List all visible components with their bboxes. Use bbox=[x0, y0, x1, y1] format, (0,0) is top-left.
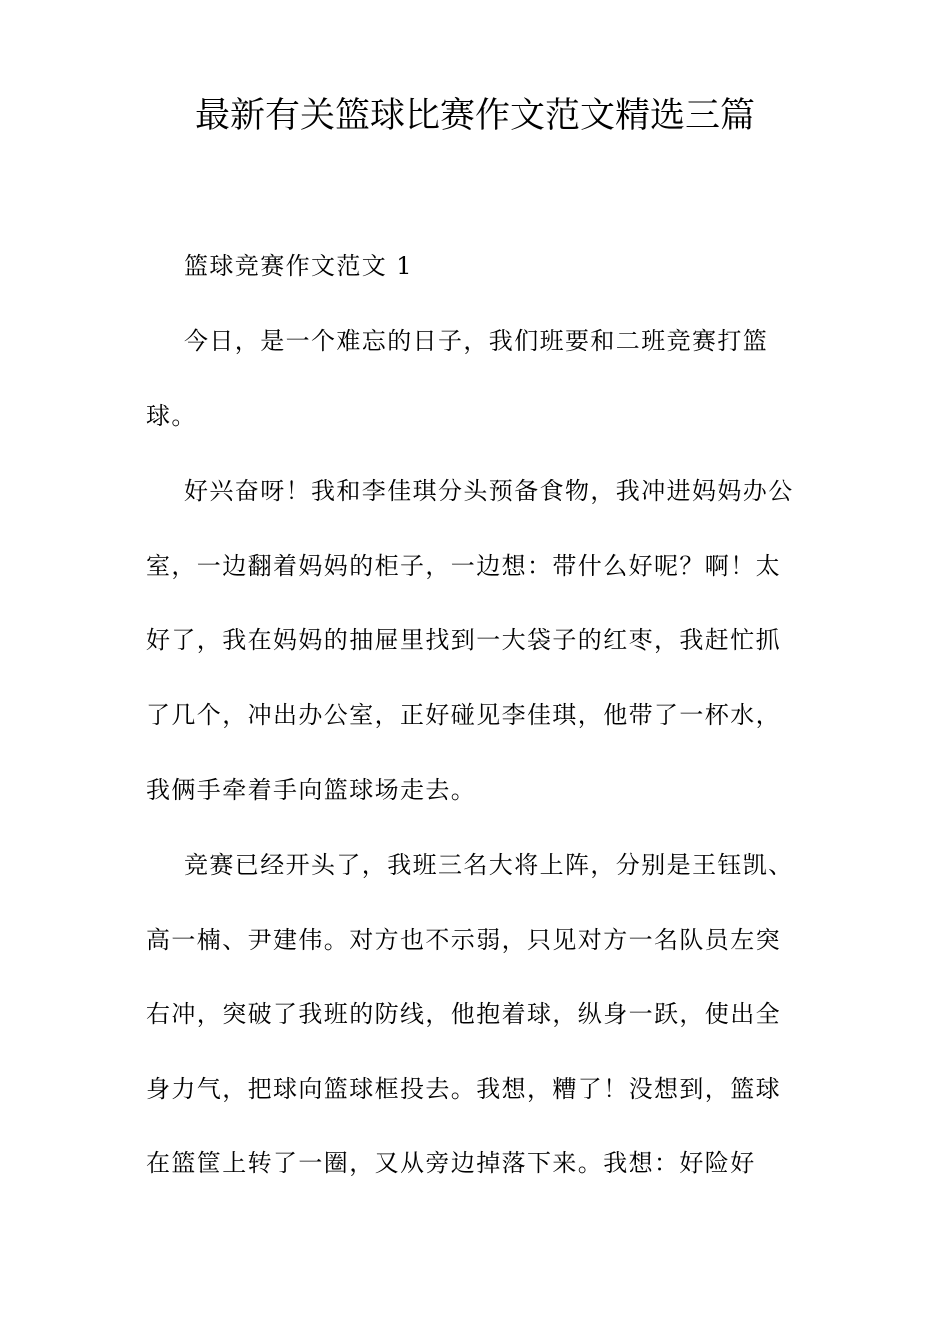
paragraph-line: 身力气，把球向篮球框投去。我想，糟了！没想到，篮球 bbox=[146, 1075, 781, 1103]
paragraph-line: 好兴奋呀！我和李佳琪分头预备食物，我冲进妈妈办公 bbox=[184, 477, 794, 505]
paragraph-line: 室，一边翻着妈妈的柜子，一边想：带什么好呢？啊！太 bbox=[146, 552, 781, 580]
paragraph-line: 我俩手牵着手向篮球场走去。 bbox=[146, 776, 477, 804]
paragraph-line: 高一楠、尹建伟。对方也不示弱，只见对方一名队员左突 bbox=[146, 926, 781, 954]
paragraph-line: 今日，是一个难忘的日子，我们班要和二班竞赛打篮 bbox=[184, 327, 769, 355]
paragraph-line: 了几个，冲出办公室，正好碰见李佳琪，他带了一杯水， bbox=[146, 701, 781, 729]
paragraph-line: 竞赛已经开头了，我班三名大将上阵，分别是王钰凯、 bbox=[184, 851, 794, 879]
paragraph-line: 在篮筐上转了一圈，又从旁边掉落下来。我想：好险好 bbox=[146, 1149, 756, 1177]
document-title: 最新有关篮球比赛作文范文精选三篇 bbox=[194, 96, 755, 136]
heading-line: 篮球竞赛作文范文 1 bbox=[184, 252, 413, 280]
paragraph-line: 好了，我在妈妈的抽屉里找到一大袋子的红枣，我赶忙抓 bbox=[146, 626, 781, 654]
paragraph-line: 球。 bbox=[146, 402, 197, 430]
paragraph-line: 右冲，突破了我班的防线，他抱着球，纵身一跃，使出全 bbox=[146, 1000, 781, 1028]
